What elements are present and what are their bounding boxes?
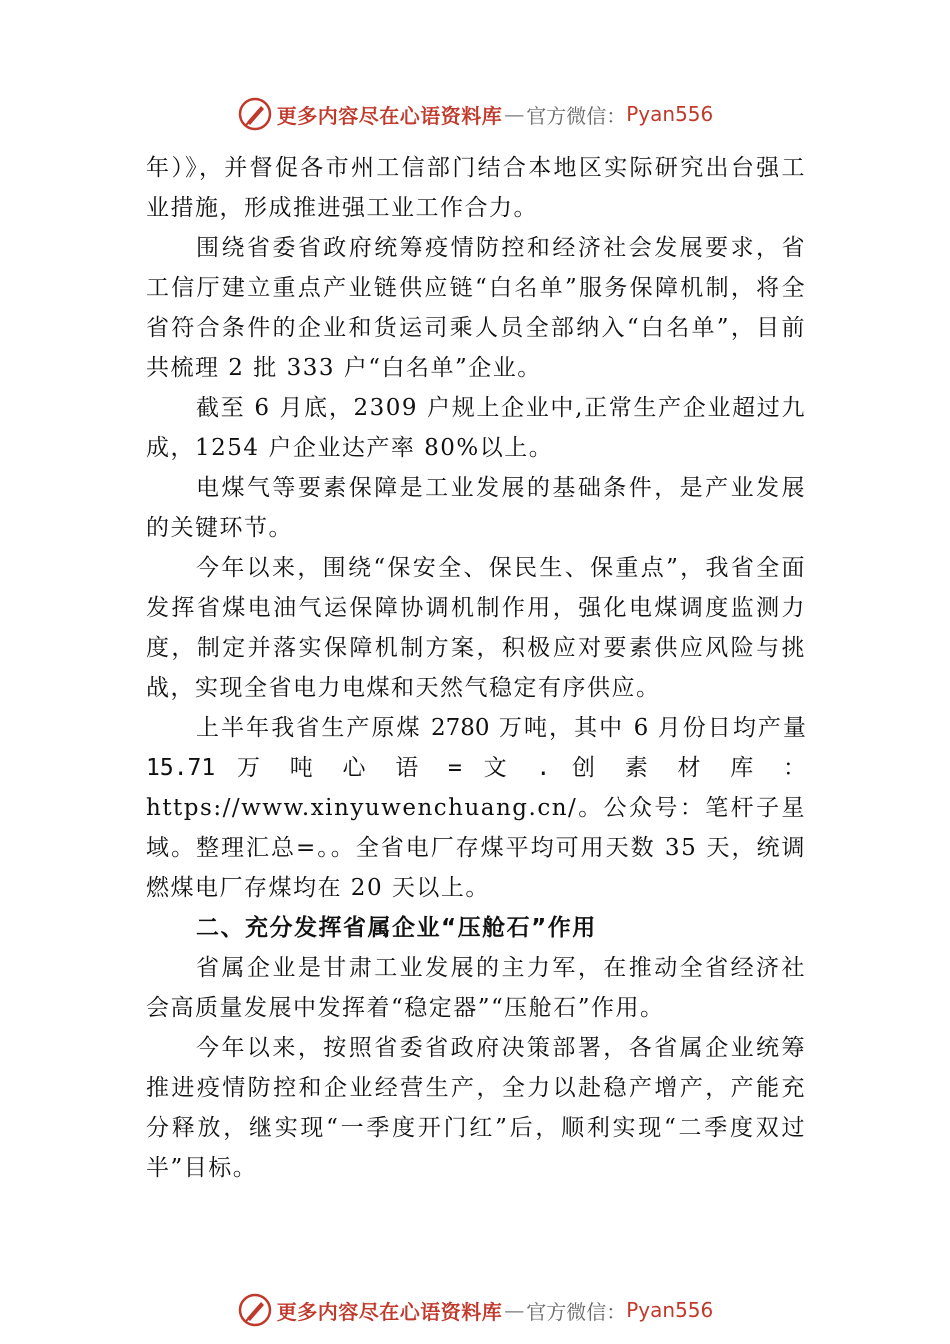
paragraph-6-line-1: 上半年我省生产原煤 2780 万吨，其中 6 月份日均产量 xyxy=(196,715,806,741)
pen-logo-icon xyxy=(237,96,273,132)
paragraph-7: 省属企业是甘肃工业发展的主力军，在推动全省经济社会高质量发展中发挥着“稳定器”“压舱石”作用。 xyxy=(146,955,806,1021)
official-label: 官方微信： xyxy=(526,103,627,128)
paragraph-2: 围绕省委省政府统筹疫情防控和经济社会发展要求，省工信厅建立重点产业链供应链“白名单”服务保障机制，将全省符合条件的企业和货运司乘人员全部纳入“白名单”，目前共梳理 2 批 333 户“白名单”企业。 xyxy=(146,235,806,381)
wechat-handle: Pyan556 xyxy=(626,1298,714,1322)
paragraph-5: 今年以来，围绕“保安全、保民生、保重点”，我省全面发挥省煤电油气运保障协调机制作用，强化电煤调度监测力度，制定并落实保障机制方案，积极应对要素供应风险与挑战，实现全省电力电煤和天然气稳定有序供应。 xyxy=(146,555,806,701)
section-heading: 二、充分发挥省属企业“压舱石”作用 xyxy=(196,915,597,941)
paragraph-8: 今年以来，按照省委省政府决策部署，各省属企业统筹推进疫情防控和企业经营生产，全力以赴稳产增产，产能充分释放，继实现“一季度开门红”后，顺利实现“二季度双过半”目标。 xyxy=(146,1035,806,1181)
site-name: 更多内容尽在心语资料库 xyxy=(276,103,503,128)
footer-watermark-banner xyxy=(0,1290,950,1330)
banner-dash: — xyxy=(504,102,525,126)
header-watermark-banner xyxy=(0,94,950,134)
paragraph-3: 截至 6 月底，2309 户规上企业中,正常生产企业超过九成，1254 户企业达产率 80%以上。 xyxy=(146,395,806,461)
wechat-handle: Pyan556 xyxy=(626,102,714,126)
paragraph-4: 电煤气等要素保障是工业发展的基础条件，是产业发展的关键环节。 xyxy=(146,475,806,541)
document-body xyxy=(146,148,806,1188)
paragraph-6-line-2: 15.71 万 吨 心 语 = 文 . 创 素 材 库 ： xyxy=(146,755,806,781)
official-label: 官方微信： xyxy=(526,1299,627,1324)
site-name: 更多内容尽在心语资料库 xyxy=(276,1299,503,1324)
paragraph-1: 年）》，并督促各市州工信部门结合本地区实际研究出台强工业措施，形成推进强工业工作合力。 xyxy=(146,155,806,221)
banner-dash: — xyxy=(504,1298,525,1322)
pen-logo-icon xyxy=(237,1292,273,1328)
paragraph-6-rest: https://www.xinyuwenchuang.cn/。公众号：笔杆子星域。整理汇总=。。全省电厂存煤平均可用天数 35 天，统调燃煤电厂存煤均在 20 天以上。 xyxy=(146,795,806,901)
